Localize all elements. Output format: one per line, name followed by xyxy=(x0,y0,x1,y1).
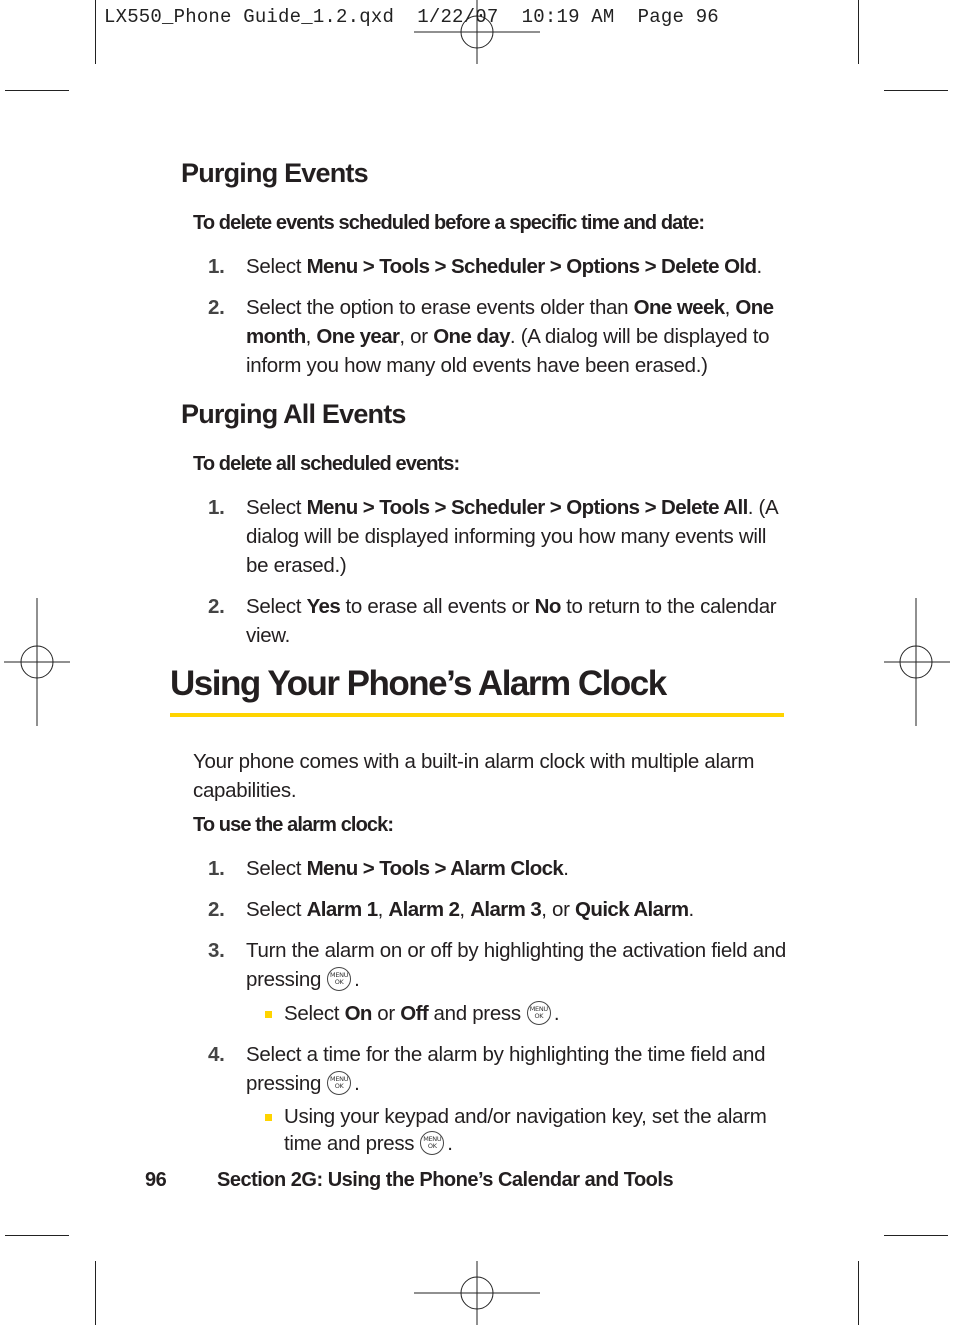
menu-ok-key-icon: MENU OK xyxy=(327,1071,351,1095)
step-number: 1. xyxy=(208,496,225,519)
print-slug-line: LX550_Phone Guide_1.2.qxd 1/22/07 10:19 AM Page 96 xyxy=(104,6,719,28)
page-number: 96 xyxy=(145,1169,167,1191)
heading-purging-events: Purging Events xyxy=(181,158,368,188)
crop-mark xyxy=(858,0,859,64)
menu-path: Menu > Tools > Scheduler > Options > Delete Old xyxy=(306,255,757,278)
step-number: 3. xyxy=(208,939,225,962)
lead-delete-old-events: To delete events scheduled before a specific time and date: xyxy=(193,212,705,234)
menu-path: Menu > Tools > Alarm Clock xyxy=(306,857,564,880)
step-number: 4. xyxy=(208,1043,225,1066)
crop-mark xyxy=(95,0,96,64)
crop-mark xyxy=(5,1235,69,1236)
heading-purging-all-events: Purging All Events xyxy=(181,399,406,429)
crop-mark xyxy=(884,90,948,91)
heading-alarm-clock: Using Your Phone’s Alarm Clock xyxy=(170,664,666,703)
heading-rule xyxy=(170,713,784,717)
crop-mark xyxy=(884,1235,948,1236)
alarm-intro: Your phone comes with a built-in alarm clock with multiple alarm capabilities. xyxy=(193,750,755,802)
bullet-square-icon xyxy=(265,1011,272,1018)
registration-mark-left xyxy=(0,598,72,726)
crop-mark xyxy=(858,1261,859,1325)
step-number: 2. xyxy=(208,898,225,921)
menu-ok-key-icon: MENU OK xyxy=(327,967,351,991)
crop-mark xyxy=(5,90,69,91)
menu-ok-key-icon: MENU OK xyxy=(527,1001,551,1025)
lead-delete-all-events: To delete all scheduled events: xyxy=(193,453,460,475)
registration-mark-top xyxy=(412,0,542,64)
menu-ok-key-icon: MENU OK xyxy=(420,1131,444,1155)
step-number: 1. xyxy=(208,255,225,278)
registration-mark-right xyxy=(882,598,954,726)
crop-mark xyxy=(95,1261,96,1325)
step-number: 1. xyxy=(208,857,225,880)
step-number: 2. xyxy=(208,595,225,618)
registration-mark-bottom xyxy=(412,1261,542,1325)
lead-use-alarm: To use the alarm clock: xyxy=(193,814,394,836)
step-number: 2. xyxy=(208,296,225,319)
bullet-square-icon xyxy=(265,1114,272,1121)
footer-section-title: Section 2G: Using the Phone’s Calendar and Tools xyxy=(217,1169,674,1191)
menu-path: Menu > Tools > Scheduler > Options > Delete All xyxy=(306,496,748,519)
